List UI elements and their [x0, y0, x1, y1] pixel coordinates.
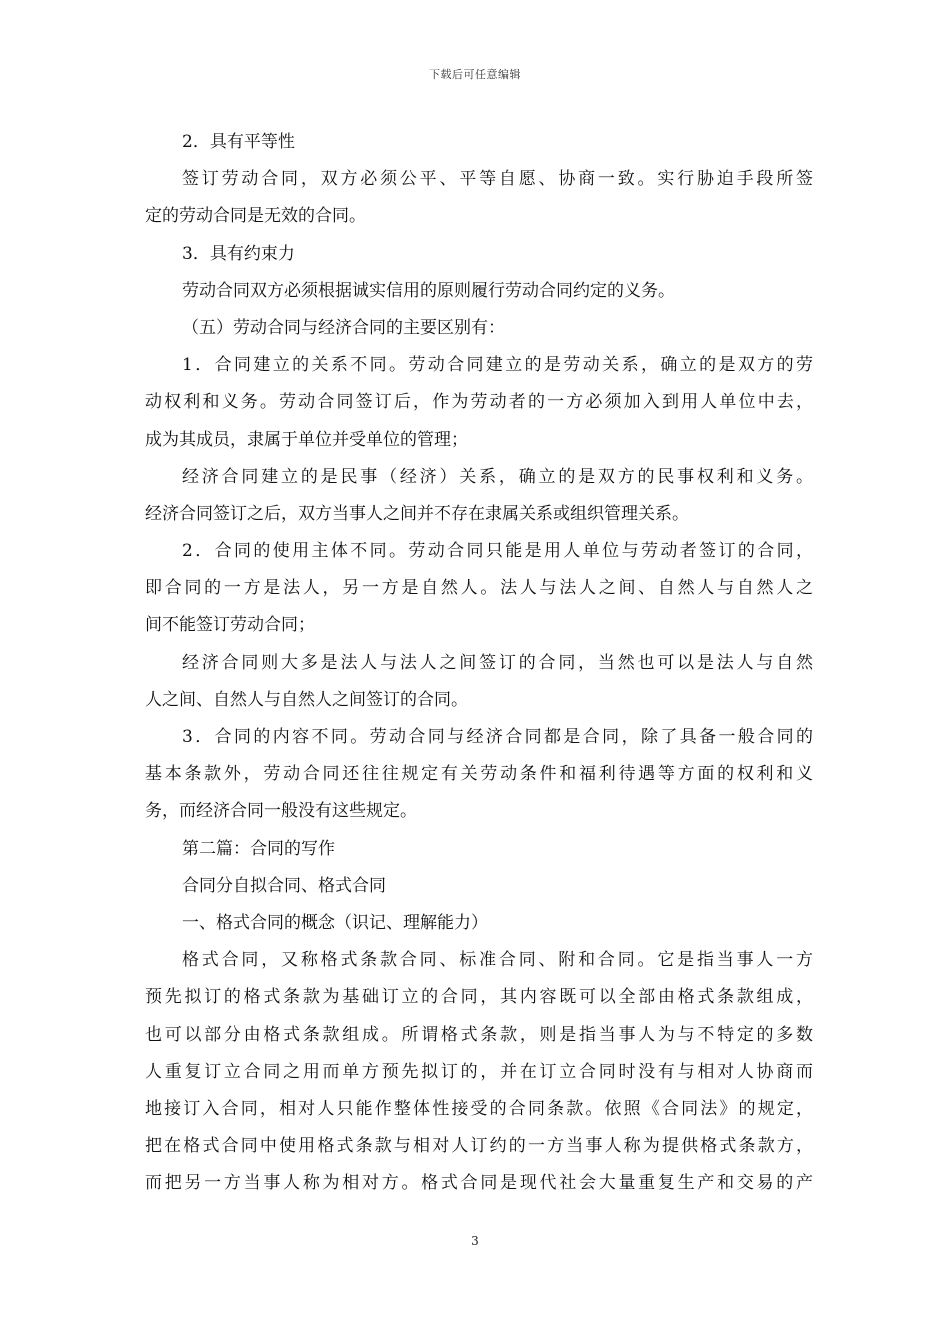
text-line: 3．合同的内容不同。劳动合同与经济合同都是合同，除了具备一般合同的	[182, 727, 813, 747]
text-line: 合同分自拟合同、格式合同	[182, 875, 386, 896]
text-line: 地接订入合同，相对人只能作整体性接受的合同条款。依照《合同法》的规定，	[145, 1098, 813, 1119]
text-line: （五）劳动合同与经济合同的主要区别有：	[182, 317, 505, 338]
text-line: 定的劳动合同是无效的合同。	[145, 206, 366, 227]
text-line: 间不能签订劳动合同；	[145, 615, 315, 636]
text-line: 预先拟订的格式条款为基础订立的合同，其内容既可以全部由格式条款组成，	[145, 987, 813, 1008]
text-line: 人之间、自然人与自然人之间签订的合同。	[145, 689, 468, 710]
text-line: 成为其成员，隶属于单位并受单位的管理；	[145, 429, 468, 450]
text-line: 2．合同的使用主体不同。劳动合同只能是用人单位与劳动者签订的合同，	[182, 541, 813, 562]
text-line: 1．合同建立的关系不同。劳动合同建立的是劳动关系，确立的是双方的劳	[182, 355, 813, 376]
text-line: 格式合同，又称格式条款合同、标准合同、附和合同。它是指当事人一方	[182, 950, 813, 971]
text-line: 而把另一方当事人称为相对方。格式合同是现代社会大量重复生产和交易的产	[145, 1173, 813, 1194]
page-number: 3	[471, 1234, 479, 1248]
page-header: 下载后可任意编辑	[429, 68, 521, 81]
text-line: 即合同的一方是法人，另一方是自然人。法人与法人之间、自然人与自然人之	[145, 578, 813, 599]
text-line: 签订劳动合同，双方必须公平、平等自愿、协商一致。实行胁迫手段所签	[182, 169, 813, 190]
text-line: 基本条款外，劳动合同还往往规定有关劳动条件和福利待遇等方面的权利和义	[145, 764, 813, 785]
text-line: 动权利和义务。劳动合同签订后，作为劳动者的一方必须加入到用人单位中去，	[145, 392, 813, 413]
document-body	[145, 124, 813, 1202]
text-line: 经济合同建立的是民事（经济）关系，确立的是双方的民事权利和义务。	[182, 466, 813, 487]
text-line: 经济合同则大多是法人与法人之间签订的合同，当然也可以是法人与自然	[182, 652, 813, 673]
text-line: 2．具有平等性	[182, 132, 295, 152]
text-line: 劳动合同双方必须根据诚实信用的原则履行劳动合同约定的义务。	[182, 280, 675, 301]
text-line: 务，而经济合同一般没有这些规定。	[145, 801, 417, 822]
text-line: 也可以部分由格式条款组成。所谓格式条款，则是指当事人为与不特定的多数	[145, 1024, 813, 1045]
text-line: 把在格式合同中使用格式条款与相对人订约的一方当事人称为提供格式条款方，	[145, 1136, 813, 1157]
text-line: 一、格式合同的概念（识记、理解能力）	[182, 912, 488, 933]
text-line: 第二篇：合同的写作	[182, 838, 335, 859]
text-line: 3．具有约束力	[182, 243, 295, 264]
text-line: 人重复订立合同之用而单方预先拟订的，并在订立合同时没有与相对人协商而	[145, 1061, 813, 1082]
text-line: 经济合同签订之后，双方当事人之间并不存在隶属关系或组织管理关系。	[145, 503, 689, 524]
